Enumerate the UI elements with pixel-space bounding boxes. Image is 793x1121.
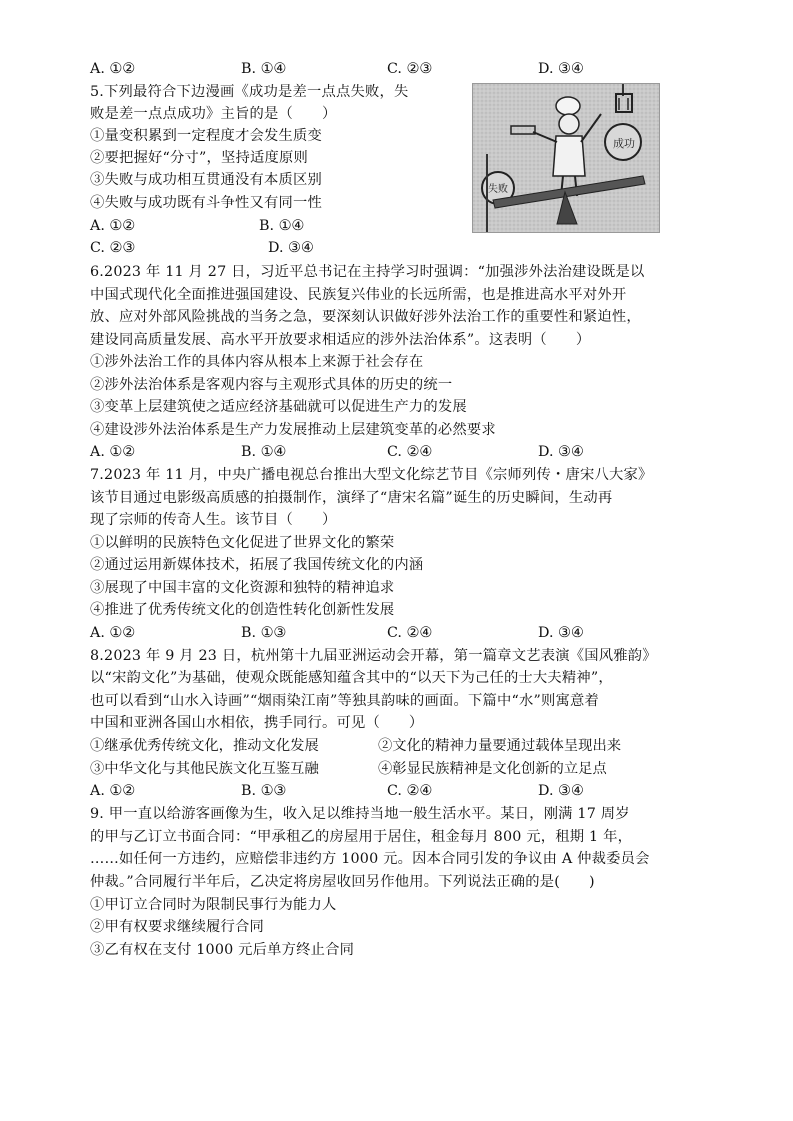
q6-stem-line-2: 中国式现代化全面推进强国建设、民族复兴伟业的长远所需，也是推进高水平对外开 (90, 287, 627, 303)
q6-item-4: ④建设涉外法治体系是生产力发展推动上层建筑变革的必然要求 (90, 422, 496, 438)
q8-stem-line-4: 中国和亚洲各国山水相依，携手同行。可见（ ） (90, 715, 424, 731)
q9-item-3: ③乙有权在支付 1000 元后单方终止合同 (90, 942, 355, 958)
q5-stem-line-2: 败是差一点点成功》主旨的是（ ） (90, 106, 337, 122)
q8-stem-line-1: 8.2023 年 9 月 23 日，杭州第十九届亚洲运动会开幕，第一篇章文艺表演《国风雅韵》 (90, 648, 657, 664)
q7-stem-line-2: 该节目通过电影级高质感的拍摄制作，演绎了“唐宋名篇”诞生的历史瞬间，生动再 (90, 490, 613, 506)
cartoon-label-success: 成功 (613, 137, 635, 150)
q4-option-c: C. ②③ (387, 61, 433, 77)
q6-stem-line-1: 6.2023 年 11 月 27 日，习近平总书记在主持学习时强调：“加强涉外法治建设既是以 (90, 264, 645, 280)
cartoon-image (472, 83, 660, 233)
q6-item-3: ③变革上层建筑使之适应经济基础就可以促进生产力的发展 (90, 399, 467, 415)
cartoon-label-failure: 失败 (488, 184, 508, 195)
q4-option-d: D. ③④ (538, 61, 584, 77)
q6-option-c: C. ②④ (387, 444, 433, 460)
q6-stem-line-4: 建设同高质量发展、高水平开放要求相适应的涉外法治体系”。这表明（ ） (90, 332, 591, 348)
q5-item-1: ①量变积累到一定程度才会发生质变 (90, 128, 322, 144)
q8-item-2: ②文化的精神力量要通过载体呈现出来 (378, 738, 622, 754)
q8-option-a: A. ①② (90, 783, 136, 799)
q7-item-1: ①以鲜明的民族特色文化促进了世界文化的繁荣 (90, 535, 395, 551)
q8-item-3: ③中华文化与其他民族文化互鉴互融 (90, 761, 319, 777)
q8-item-1: ①继承优秀传统文化，推动文化发展 (90, 738, 319, 754)
q6-option-a: A. ①② (90, 444, 136, 460)
q4-option-b: B. ①④ (241, 61, 287, 77)
q8-stem-line-2: 以“宋韵文化”为基础，使观众既能感知蕴含其中的“以天下为己任的士大夫精神”， (90, 670, 613, 686)
q9-stem-line-4: 仲裁。”合同履行半年后，乙决定将房屋收回另作他用。下列说法正确的是( ) (90, 874, 595, 890)
q7-option-c: C. ②④ (387, 625, 433, 641)
q7-stem-line-1: 7.2023 年 11 月，中央广播电视总台推出大型文化综艺节目《宗师列传・唐宋八大家》 (90, 467, 653, 483)
q8-option-d: D. ③④ (538, 783, 584, 799)
q7-option-b: B. ①③ (241, 625, 287, 641)
q8-item-4: ④彰显民族精神是文化创新的立足点 (378, 761, 607, 777)
q7-item-4: ④推进了优秀传统文化的创造性转化创新性发展 (90, 602, 395, 618)
q5-option-a: A. ①② (90, 218, 136, 234)
q5-item-4: ④失败与成功既有斗争性又有同一性 (90, 195, 322, 211)
q4-option-a: A. ①② (90, 61, 136, 77)
q5-stem-line-1: 5.下列最符合下边漫画《成功是差一点点失败，失 (90, 84, 409, 100)
q9-stem-line-3: ……如任何一方违约，应赔偿非违约方 1000 元。因本合同引发的争议由 A 仲裁委员会 (90, 851, 650, 867)
q9-stem-line-2: 的甲与乙订立书面合同：“甲承租乙的房屋用于居住，租金每月 800 元，租期 1 年， (90, 829, 633, 845)
q8-option-b: B. ①③ (241, 783, 287, 799)
q7-item-3: ③展现了中国丰富的文化资源和独特的精神追求 (90, 580, 395, 596)
q8-option-c: C. ②④ (387, 783, 433, 799)
q5-option-d: D. ③④ (268, 240, 314, 256)
q6-item-1: ①涉外法治工作的具体内容从根本上来源于社会存在 (90, 354, 424, 370)
q6-item-2: ②涉外法治体系是客观内容与主观形式具体的历史的统一 (90, 377, 453, 393)
q6-stem-line-3: 放、应对外部风险挑战的当务之急，要深刻认识做好涉外法治工作的重要性和紧迫性， (90, 309, 641, 325)
q7-option-a: A. ①② (90, 625, 136, 641)
q5-option-c: C. ②③ (90, 240, 136, 256)
q9-item-1: ①甲订立合同时为限制民事行为能力人 (90, 897, 337, 913)
q5-option-b: B. ①④ (259, 218, 305, 234)
cartoon-drawing (473, 84, 659, 232)
q9-stem-line-1: 9. 甲一直以给游客画像为生，收入足以维持当地一般生活水平。某日，刚满 17 周岁 (90, 806, 630, 822)
q7-option-d: D. ③④ (538, 625, 584, 641)
q8-stem-line-3: 也可以看到“山水入诗画”“烟雨染江南”等独具韵味的画面。下篇中“水”则寓意着 (90, 693, 599, 709)
q5-item-3: ③失败与成功相互贯通没有本质区别 (90, 172, 322, 188)
q7-item-2: ②通过运用新媒体技术，拓展了我国传统文化的内涵 (90, 557, 424, 573)
q7-stem-line-3: 现了宗师的传奇人生。该节目（ ） (90, 512, 337, 528)
q5-item-2: ②要把握好“分寸”，坚持适度原则 (90, 150, 308, 166)
q6-option-d: D. ③④ (538, 444, 584, 460)
q6-option-b: B. ①④ (241, 444, 287, 460)
q9-item-2: ②甲有权要求继续履行合同 (90, 919, 264, 935)
